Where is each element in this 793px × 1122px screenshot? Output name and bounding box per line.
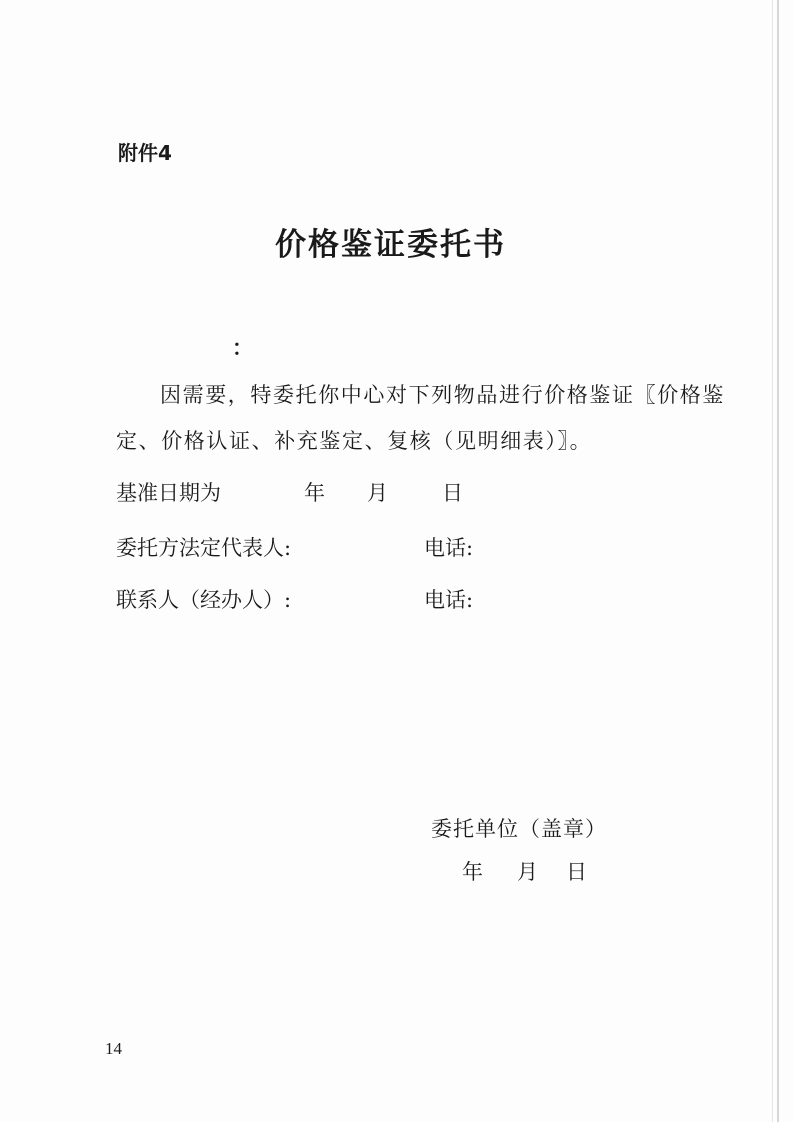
document-title: 价格鉴证委托书 (275, 227, 506, 263)
base-date-month: 月 (367, 481, 388, 505)
base-date-label: 基准日期为 (116, 481, 221, 505)
signature-date-year: 年 (462, 860, 484, 884)
page-number: 14 (105, 1039, 122, 1058)
base-date-day: 日 (442, 481, 463, 505)
signature-date-day: 日 (566, 860, 588, 884)
legal-representative-phone-label: 电话: (424, 536, 474, 560)
attachment-label: 附件4 (118, 141, 172, 165)
body-paragraph-line-2: 定、价格认证、补充鉴定、复核（见明细表）〗。 (116, 429, 593, 453)
base-date-year: 年 (304, 481, 325, 505)
entrusting-unit-seal-label: 委托单位（盖章） (431, 817, 607, 841)
addressee-colon: ： (232, 335, 254, 360)
scan-edge-line-secondary (772, 0, 773, 1122)
body-paragraph-line-1: 因需要，特委托你中心对下列物品进行价格鉴证〖价格鉴 (160, 383, 725, 407)
contact-person-phone-label: 电话: (424, 588, 474, 612)
signature-date-month: 月 (517, 860, 539, 884)
contact-person-label: 联系人（经办人）: (116, 588, 292, 612)
scan-edge-line (777, 0, 779, 1122)
legal-representative-label: 委托方法定代表人: (116, 536, 292, 560)
